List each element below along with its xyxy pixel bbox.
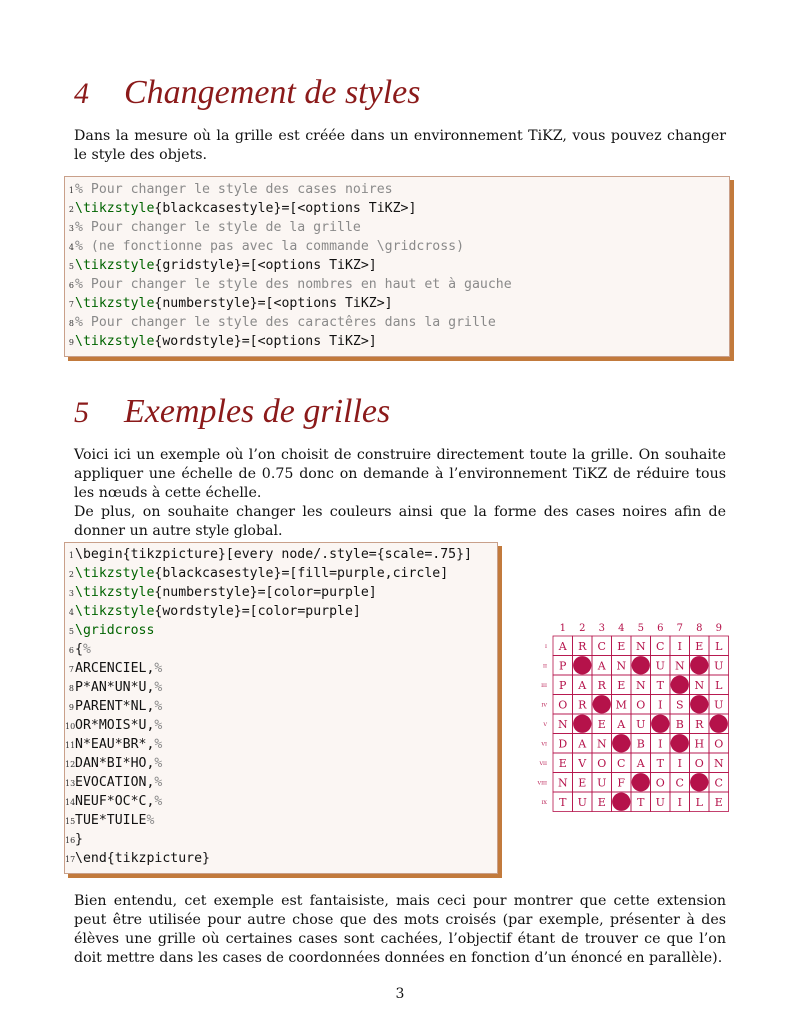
grid-letter: I xyxy=(658,737,663,751)
code-line xyxy=(65,564,497,583)
line-number: 11 xyxy=(65,741,76,750)
code-line xyxy=(65,294,729,313)
code-token: {tikzpicture} xyxy=(106,851,210,866)
grid-letter: E xyxy=(597,717,606,731)
row-label: IV xyxy=(541,702,547,709)
section-5-paragraph-1: Voici ici un exemple où l’on choisit de construire directement toute la grille. On souhaite appliquer une échelle de 0.75 donc on demande à l’environnement TiKZ de réduire tous les nœuds à cette échelle. xyxy=(74,447,726,501)
code-token: % xyxy=(154,680,163,695)
line-number: 14 xyxy=(65,798,76,807)
line-number: 1 xyxy=(68,186,74,195)
grid-letter: C xyxy=(617,756,626,770)
grid-letter: L xyxy=(715,639,723,653)
line-number: 5 xyxy=(68,262,74,271)
code-token: % (ne fonctionne pas avec la commande \gridcross) xyxy=(75,239,465,254)
black-case xyxy=(612,734,630,752)
grid-letter: C xyxy=(656,639,665,653)
grid-letter: S xyxy=(675,698,684,712)
code-token: { xyxy=(75,642,83,657)
column-label: 2 xyxy=(579,623,586,634)
code-token: % xyxy=(154,661,163,676)
grid-letter: U xyxy=(636,717,646,731)
line-number: 5 xyxy=(68,627,74,636)
grid-letter: M xyxy=(615,698,627,712)
code-token: % xyxy=(82,642,91,657)
line-number: 8 xyxy=(68,684,74,693)
section-5-paragraph-2: De plus, on souhaite changer les couleurs ainsi que la forme des cases noires afin de donner un autre style global. xyxy=(74,504,726,539)
grid-letter: O xyxy=(714,737,724,751)
code-line xyxy=(65,583,497,602)
code-line xyxy=(65,256,729,275)
column-label: 4 xyxy=(618,623,625,634)
crossword-grid xyxy=(536,617,736,817)
grid-letter: T xyxy=(637,795,645,809)
grid-letter: R xyxy=(578,639,587,653)
code-token: % xyxy=(154,775,163,790)
code-line xyxy=(65,773,497,792)
row-label: I xyxy=(545,643,547,650)
grid-letter: C xyxy=(597,639,606,653)
grid-letter: E xyxy=(695,639,704,653)
column-label: 8 xyxy=(696,623,703,634)
grid-letter: L xyxy=(695,795,703,809)
line-number: 2 xyxy=(68,570,74,579)
code-token: {wordstyle}=[color=purple] xyxy=(154,604,361,619)
grid-letter: N xyxy=(674,659,685,673)
code-token: {blackcasestyle}=[fill=purple,circle] xyxy=(154,566,449,581)
page-number: 3 xyxy=(395,986,405,1002)
code-block-styles xyxy=(64,176,730,357)
grid-letter: V xyxy=(578,756,587,770)
grid-letter: N xyxy=(557,717,568,731)
column-label: 7 xyxy=(676,623,683,634)
row-label: II xyxy=(543,663,547,670)
black-case xyxy=(710,715,728,733)
grid-letter: I xyxy=(677,795,682,809)
code-token: {numberstyle}=[<options TiKZ>] xyxy=(154,296,393,311)
line-number: 3 xyxy=(68,589,74,598)
code-token: % xyxy=(154,718,163,733)
code-token: } xyxy=(75,832,83,847)
code-token: OR*MOIS*U, xyxy=(75,718,155,733)
line-number: 17 xyxy=(65,855,76,864)
section-title: Changement de styles xyxy=(124,74,421,111)
line-number: 4 xyxy=(68,608,74,617)
grid-letter: E xyxy=(578,776,587,790)
code-token: % Pour changer le style des cases noires xyxy=(75,182,393,197)
grid-letter: T xyxy=(559,795,567,809)
code-token: % Pour changer le style des caractêres dans la grille xyxy=(75,315,496,330)
grid-letter: E xyxy=(617,678,626,692)
grid-letter: R xyxy=(597,678,606,692)
grid-letter: N xyxy=(635,639,646,653)
row-label: VIII xyxy=(537,780,547,787)
grid-letter: U xyxy=(714,698,724,712)
code-line xyxy=(65,602,497,621)
grid-letter: O xyxy=(655,776,665,790)
black-case xyxy=(690,656,708,674)
black-case xyxy=(632,773,650,791)
line-number: 6 xyxy=(68,281,74,290)
column-label: 9 xyxy=(715,623,722,634)
code-token: % xyxy=(154,756,163,771)
grid-letter: U xyxy=(577,795,587,809)
grid-letter: T xyxy=(656,756,664,770)
grid-letter: N xyxy=(713,756,724,770)
code-token: \begin xyxy=(75,547,123,562)
grid-letter: O xyxy=(597,756,607,770)
grid-letter: B xyxy=(636,737,645,751)
code-token: ARCENCIEL, xyxy=(75,661,155,676)
code-token: TUE*TUILE xyxy=(75,813,147,828)
grid-letter: A xyxy=(558,639,567,653)
code-line xyxy=(65,754,497,773)
code-token: % xyxy=(154,737,163,752)
line-number: 2 xyxy=(68,205,74,214)
black-case xyxy=(671,734,689,752)
row-label: V xyxy=(543,721,547,728)
code-line xyxy=(65,697,497,716)
code-token: {wordstyle}=[<options TiKZ>] xyxy=(154,334,377,349)
code-block-example xyxy=(64,542,498,874)
section-title: Exemples de grilles xyxy=(124,393,391,430)
code-token: % xyxy=(154,794,163,809)
black-case xyxy=(573,715,591,733)
grid-letter: F xyxy=(617,776,626,790)
black-case xyxy=(690,773,708,791)
code-token: % xyxy=(154,699,163,714)
code-token: DAN*BI*HO, xyxy=(75,756,155,771)
code-line xyxy=(65,218,729,237)
line-number: 7 xyxy=(68,300,74,309)
line-number: 9 xyxy=(68,703,74,712)
grid-letter: L xyxy=(715,678,723,692)
code-line xyxy=(65,313,729,332)
code-line xyxy=(65,545,497,564)
code-line xyxy=(65,621,497,640)
line-number: 12 xyxy=(65,760,76,769)
code-token: \tikzstyle xyxy=(75,201,155,216)
row-label: III xyxy=(541,682,547,689)
code-line xyxy=(65,811,497,830)
grid-letter: T xyxy=(656,678,664,692)
grid-letter: C xyxy=(675,776,684,790)
code-token: PARENT*NL, xyxy=(75,699,155,714)
line-number: 3 xyxy=(68,224,74,233)
black-case xyxy=(690,695,708,713)
line-number: 10 xyxy=(65,722,76,731)
code-token: N*EAU*BR*, xyxy=(75,737,155,752)
code-token: \gridcross xyxy=(75,623,155,638)
section-5-paragraph-3: Bien entendu, cet exemple est fantaisiste, mais ceci pour montrer que cette extension peut être utilisée pour autre chose que des mots croisés (par exemple, présenter à des élèves une grille où certaines cases sont cachées, l’objectif étant de trouver ce que l’on doit mettre dans les cases de coordonnées données en fonction d’un énoncé en parallèle). xyxy=(74,893,726,966)
code-line xyxy=(65,659,497,678)
black-case xyxy=(671,676,689,694)
column-label: 3 xyxy=(598,623,605,634)
code-line xyxy=(65,275,729,294)
grid-letter: O xyxy=(558,698,568,712)
code-token: {blackcasestyle}=[<options TiKZ>] xyxy=(154,201,417,216)
row-label: VII xyxy=(539,760,547,767)
black-case xyxy=(573,656,591,674)
code-line xyxy=(65,332,729,351)
code-line xyxy=(65,237,729,256)
code-token: {numberstyle}=[color=purple] xyxy=(154,585,377,600)
black-case xyxy=(593,695,611,713)
code-line xyxy=(65,849,497,868)
code-line xyxy=(65,678,497,697)
grid-letter: E xyxy=(714,795,723,809)
grid-letter: E xyxy=(597,795,606,809)
code-token: \tikzstyle xyxy=(75,585,155,600)
grid-letter: A xyxy=(578,678,587,692)
column-label: 6 xyxy=(657,623,664,634)
code-token: P*AN*UN*U, xyxy=(75,680,155,695)
code-token: \tikzstyle xyxy=(75,566,155,581)
column-label: 1 xyxy=(559,623,566,634)
line-number: 16 xyxy=(65,836,76,845)
black-case xyxy=(632,656,650,674)
code-line xyxy=(65,735,497,754)
grid-letter: A xyxy=(636,756,645,770)
code-token: \tikzstyle xyxy=(75,296,155,311)
code-token: \tikzstyle xyxy=(75,334,155,349)
black-case xyxy=(612,793,630,811)
grid-letter: I xyxy=(658,698,663,712)
code-line xyxy=(65,716,497,735)
row-label: VI xyxy=(541,741,547,748)
grid-letter: H xyxy=(694,737,705,751)
section-4-heading xyxy=(74,74,421,112)
grid-letter: O xyxy=(636,698,646,712)
grid-letter: O xyxy=(694,756,704,770)
line-number: 15 xyxy=(65,817,76,826)
section-number: 4 xyxy=(74,77,89,110)
grid-letter: A xyxy=(578,737,587,751)
grid-letter: N xyxy=(694,678,705,692)
grid-letter: U xyxy=(655,659,665,673)
grid-letter: A xyxy=(597,659,606,673)
grid-letter: E xyxy=(617,639,626,653)
grid-letter: A xyxy=(617,717,626,731)
code-token: \tikzstyle xyxy=(75,604,155,619)
grid-letter: P xyxy=(559,659,567,673)
black-case xyxy=(651,715,669,733)
line-number: 1 xyxy=(68,551,74,560)
code-line xyxy=(65,199,729,218)
code-token: EVOCATION, xyxy=(75,775,155,790)
grid-letter: I xyxy=(677,756,682,770)
grid-letter: I xyxy=(677,639,682,653)
grid-letter: R xyxy=(695,717,704,731)
code-token: {tikzpicture}[every node/.style={scale=.75}] xyxy=(122,547,472,562)
grid-letter: U xyxy=(714,659,724,673)
section-number: 5 xyxy=(74,396,89,429)
section-4-paragraph: Dans la mesure où la grille est créée dans un environnement TiKZ, vous pouvez changer le style des objets. xyxy=(74,128,726,163)
line-number: 9 xyxy=(68,338,74,347)
code-line xyxy=(65,180,729,199)
grid-letter: P xyxy=(559,678,567,692)
grid-letter: N xyxy=(557,776,568,790)
code-token: NEUF*OC*C, xyxy=(75,794,155,809)
column-label: 5 xyxy=(637,623,644,634)
code-line xyxy=(65,640,497,659)
code-token: \end xyxy=(75,851,107,866)
code-line xyxy=(65,792,497,811)
grid-letter: N xyxy=(635,678,646,692)
grid-letter: C xyxy=(714,776,723,790)
code-token: % xyxy=(146,813,155,828)
row-label: IX xyxy=(541,799,547,806)
grid-letter: U xyxy=(597,776,607,790)
code-line xyxy=(65,830,497,849)
code-token: % Pour changer le style des nombres en haut et à gauche xyxy=(75,277,512,292)
section-5-heading xyxy=(74,393,390,431)
line-number: 4 xyxy=(68,243,74,252)
grid-letter: D xyxy=(558,737,568,751)
grid-letter: U xyxy=(655,795,665,809)
line-number: 6 xyxy=(68,646,74,655)
line-number: 13 xyxy=(65,779,76,788)
grid-letter: N xyxy=(616,659,627,673)
line-number: 8 xyxy=(68,319,74,328)
grid-letter: B xyxy=(675,717,684,731)
grid-letter: N xyxy=(596,737,607,751)
code-token: {gridstyle}=[<options TiKZ>] xyxy=(154,258,377,273)
line-number: 7 xyxy=(68,665,74,674)
grid-letter: R xyxy=(578,698,587,712)
code-token: % Pour changer le style de la grille xyxy=(75,220,361,235)
code-token: \tikzstyle xyxy=(75,258,155,273)
grid-letter: E xyxy=(558,756,567,770)
